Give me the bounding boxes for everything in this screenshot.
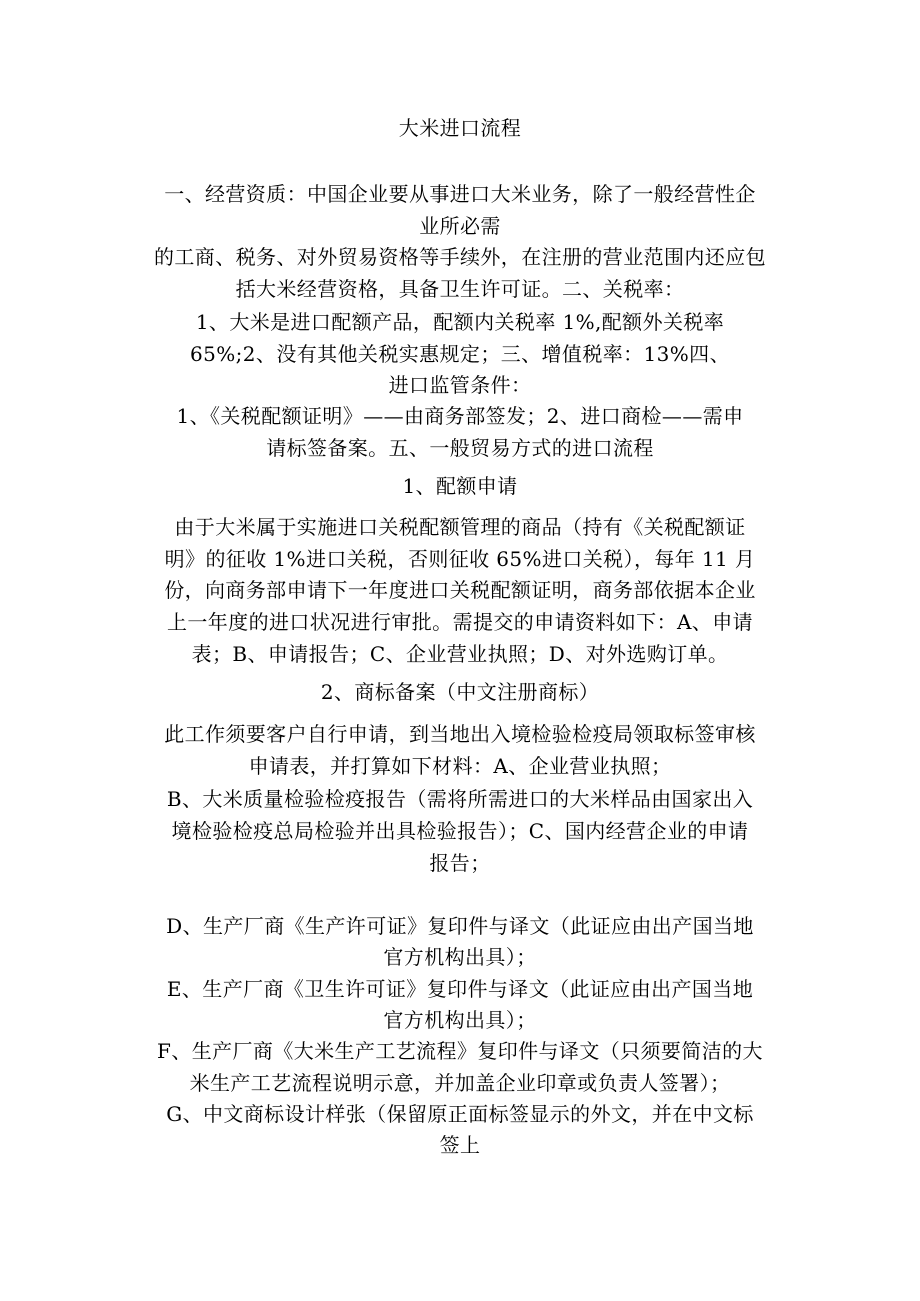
text-line: 65%;2、没有其他关税实惠规定；三、增值税率：13%四、 [190,342,730,366]
text-line: 1、大米是进口配额产品，配额内关税率 1%,配额外关税率 [195,310,725,334]
text-line: F、生产厂商《大米生产工艺流程》复印件与译文（只须要简洁的大 [157,1039,763,1063]
text-line: 请标签备案。五、一般贸易方式的进口流程 [266,436,654,460]
text-line: 官方机构出具）； [383,945,537,969]
text-line: 报告； [429,851,491,875]
text-line: 业所必需 [419,214,501,238]
text-line: E、生产厂商《卫生许可证》复印件与译文（此证应由出产国当地 [166,977,754,1001]
text-line: 一、经营资质：中国企业要从事进口大米业务，除了一般经营性企 [164,182,756,206]
text-line: 进口监管条件： [388,373,532,397]
section-heading: 2、商标备案（中文注册商标） [320,680,600,704]
text-line: 表；B、申请报告；C、企业营业执照；D、对外选购订单。 [191,642,729,666]
text-line: 境检验检疫总局检验并出具检验报告）；C、国内经营企业的申请 [171,819,749,843]
text-line: 签上 [439,1133,481,1157]
text-line: 明》的征收 1%进口关税，否则征收 65%进口关税），每年 11 月 [164,547,756,571]
text-line: 份，向商务部申请下一年度进口关税配额证明，商务部依据本企业 [164,578,756,602]
text-line: 此工作须要客户自行申请，到当地出入境检验检疫局领取标签审核 [164,722,756,746]
text-line: 申请表，并打算如下材料：A、企业营业执照； [248,754,672,778]
section-heading: 1、配额申请 [402,474,518,498]
text-line: 官方机构出具）； [383,1008,537,1032]
text-line: 1、《关税配额证明》——由商务部签发；2、进口商检——需申 [176,404,744,428]
text-line: D、生产厂商《生产许可证》复印件与译文（此证应由出产国当地 [166,914,754,938]
text-line: 上一年度的进口状况进行审批。需提交的申请资料如下：A、申请 [166,610,754,634]
text-line: 由于大米属于实施进口关税配额管理的商品（持有《关税配额证 [174,515,746,539]
document-title: 大米进口流程 [398,116,522,140]
text-line: 的工商、税务、对外贸易资格等手续外，在注册的营业范围内还应包 [154,245,766,269]
text-line: 括大米经营资格，具备卫生许可证。二、关税率： [235,277,685,301]
text-line: 米生产工艺流程说明示意，并加盖企业印章或负责人签署）； [189,1071,731,1095]
text-line: G、中文商标设计样张（保留原正面标签显示的外文，并在中文标 [166,1102,754,1126]
text-line: B、大米质量检验检疫报告（需将所需进口的大米样品由国家出入 [166,787,754,811]
